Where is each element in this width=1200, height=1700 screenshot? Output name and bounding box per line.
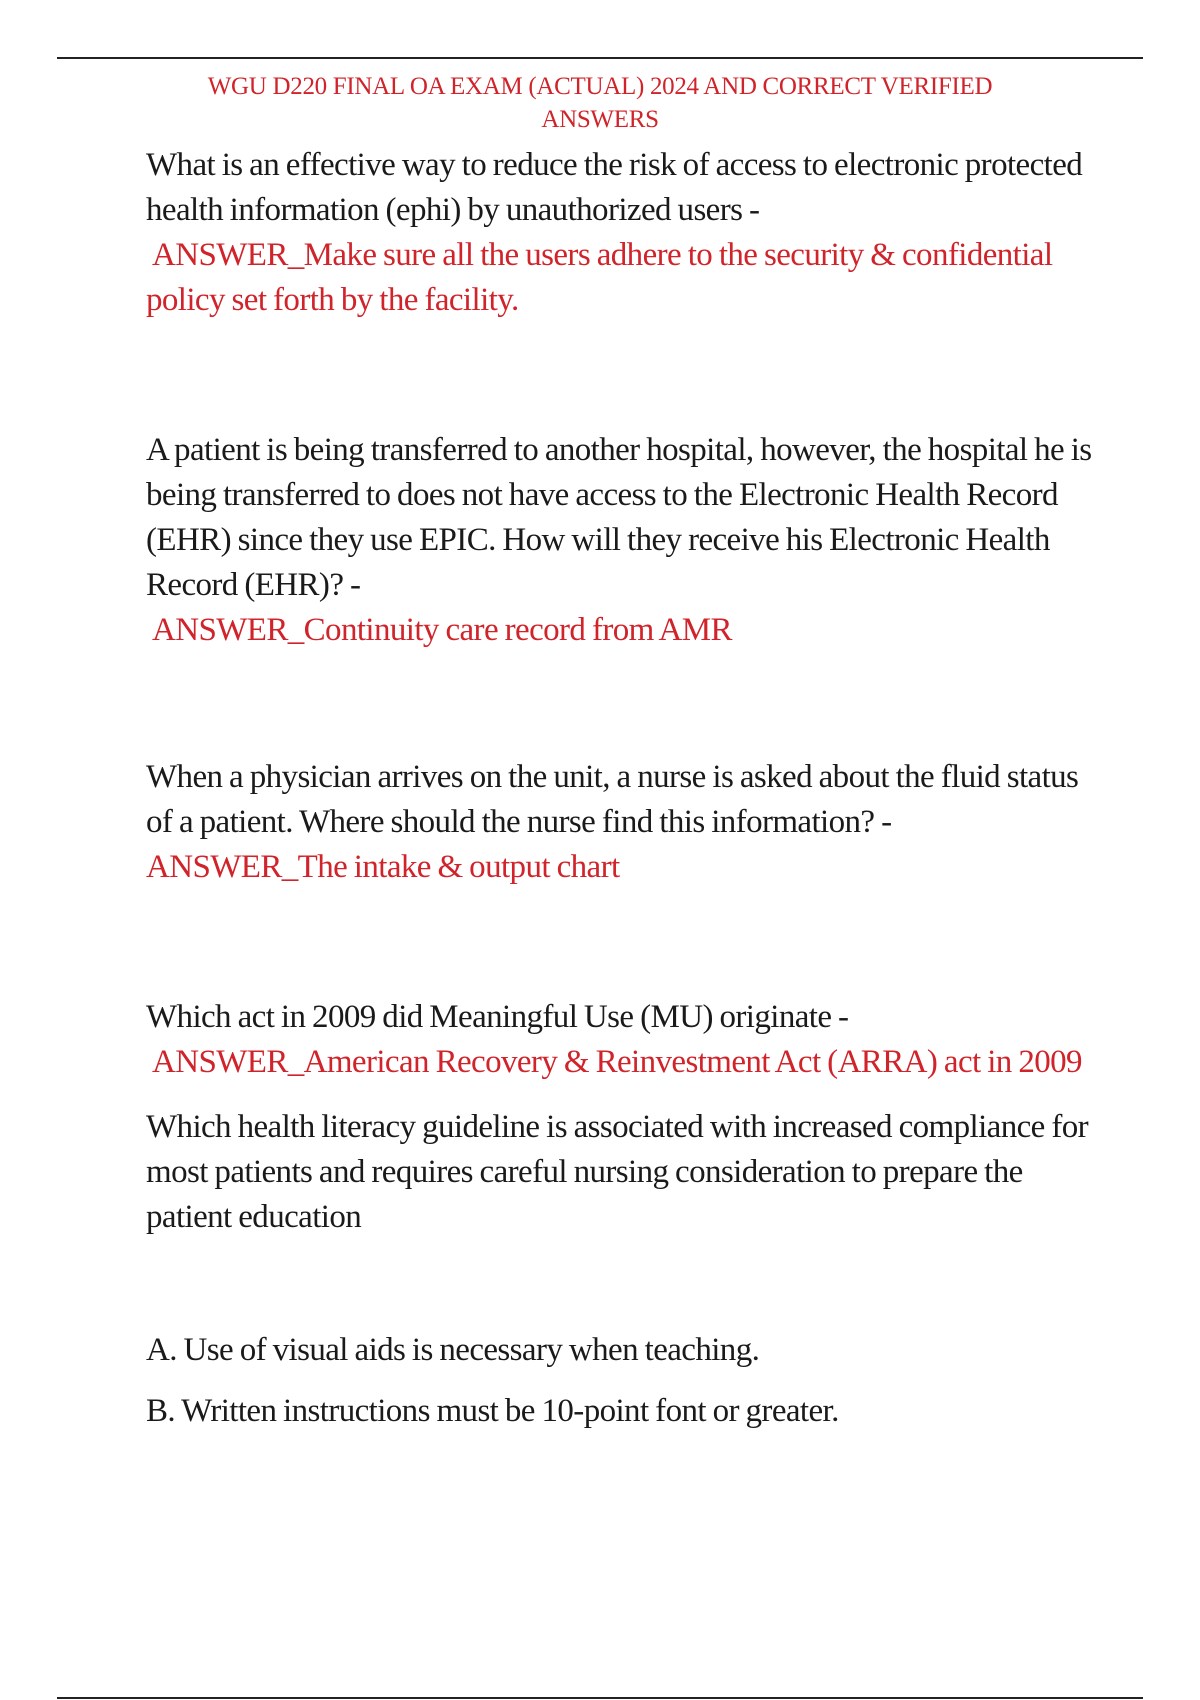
- option-b: B. Written instructions must be 10-point font or greater.: [146, 1393, 839, 1429]
- qa-item: [146, 755, 1096, 890]
- qa-item: [146, 1105, 1096, 1240]
- document-title: WGU D220 FINAL OA EXAM (ACTUAL) 2024 AND CORRECT VERIFIED ANSWERS: [207, 73, 993, 133]
- bottom-rule: [57, 1697, 1143, 1699]
- option-a: A. Use of visual aids is necessary when teaching.: [146, 1332, 760, 1368]
- qa-item: [146, 995, 1096, 1085]
- question-text: Which act in 2009 did Meaningful Use (MU) originate -: [146, 999, 849, 1035]
- answer-text: ANSWER_American Recovery & Reinvestment Act (ARRA) act in 2009: [152, 1044, 1082, 1080]
- answer-text: ANSWER_Continuity care record from AMR: [152, 612, 732, 648]
- document-body: [146, 143, 1096, 1450]
- question-text: Which health literacy guideline is associated with increased compliance for most patients and requires careful nursing consideration to prepare the patient education: [146, 1109, 1089, 1235]
- question-text: What is an effective way to reduce the risk of access to electronic protected health information (ephi) by unauthorized users -: [146, 147, 1083, 228]
- answer-text: ANSWER_Make sure all the users adhere to the security & confidential policy set forth by the facility.: [146, 237, 1053, 318]
- question-text: A patient is being transferred to another hospital, however, the hospital he is being transferred to does not have access to the Electronic Health Record (EHR) since they use EPIC. How will they receive his Electronic Health Record (EHR)? -: [146, 432, 1092, 603]
- qa-item: [146, 428, 1096, 653]
- top-rule: [57, 57, 1143, 59]
- answer-text: ANSWER_The intake & output chart: [146, 849, 620, 885]
- qa-item: [146, 143, 1096, 323]
- question-text: When a physician arrives on the unit, a nurse is asked about the fluid status of a patient. Where should the nurse find this information? -: [146, 759, 1079, 840]
